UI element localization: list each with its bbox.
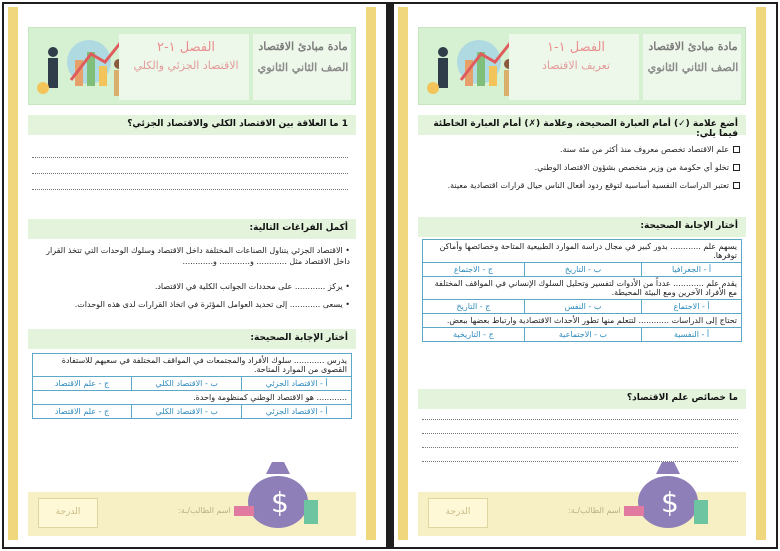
fill-blanks-bar	[28, 219, 356, 239]
chapter-label	[123, 40, 249, 72]
checkbox[interactable]	[733, 182, 740, 189]
choose-title: أختار الإجابة الصحيحة:	[640, 221, 738, 231]
true-false-title: أضع علامة (✓) أمام العبارة الصحيحة، وعلامة (✗) أمام العبارة الخاطئة فيما يلي:	[433, 119, 738, 139]
mcq-question: يدرس ............ سلوك الأفراد والمجتمعات في المواقف المختلفة في سعيهم للاستفادة القصوى من الموارد المتاحة.	[33, 354, 352, 377]
mcq-option[interactable]: أ - الاقتصاد الجزئي	[242, 377, 352, 391]
question-text: ما خصائص علم الاقتصاد؟	[626, 393, 738, 403]
mcq-option[interactable]: ب - الاجتماعية	[524, 328, 641, 342]
grade-box[interactable]: الدرجة	[428, 498, 488, 528]
left-spine	[8, 7, 18, 540]
subject-name: مادة مبادئ الاقتصاد	[648, 40, 738, 53]
mcq-option[interactable]: ب - الاقتصاد الكلي	[132, 377, 242, 391]
list-item: تعتبر الدراسات النفسية أساسية لتوقع ردود أفعال الناس حيال قرارات اقتصادية معينة.	[426, 181, 740, 190]
true-false-bar	[418, 115, 746, 139]
grade-level: الصف الثاني الثانوي	[647, 61, 739, 74]
student-name-label: اسم الطالب/ـة:	[178, 506, 231, 515]
mcq-question: ............ هو الاقتصاد الوطني كمنظومة واحدة.	[33, 391, 352, 405]
question-text: ما العلاقة بين الاقتصاد الكلي والاقتصاد الجزئي؟	[127, 119, 339, 129]
left-worksheet	[8, 7, 376, 540]
list-item: • يسعى ............ إلى تحديد العوامل المؤثرة في اتخاذ القرارات لدى هذه الوحدات.	[74, 300, 350, 309]
right-spine	[366, 7, 376, 540]
list-item: • الاقتصاد الجزئي يتناول الصناعات المختلفة داخل الاقتصاد وسلوك الوحدات التي تتخذ القرار داخل الاقتصاد مثل ............ و............ و............	[46, 246, 350, 266]
mcq-option[interactable]: ج - علم الاقتصاد	[33, 377, 132, 391]
chapter-title: الاقتصاد الجزئي والكلي	[133, 59, 239, 72]
choose-answer-bar	[418, 217, 746, 237]
checkbox[interactable]	[733, 164, 740, 171]
mcq-question: تحتاج إلى الدراسات ............ لتتعلم منها تطور الأحداث الاقتصادية وارتباط بعضها ببعض.	[423, 314, 742, 328]
economy-illustration-icon	[423, 32, 523, 104]
mcq-table	[32, 353, 352, 419]
answer-line[interactable]	[422, 419, 738, 420]
svg-text:$: $	[271, 486, 289, 519]
right-worksheet	[398, 7, 766, 540]
mcq-option[interactable]: ج - علم الاقتصاد	[33, 405, 132, 419]
fill-blanks-title: أكمل الفراغات التالية:	[249, 223, 348, 233]
mcq-option[interactable]: أ - الاجتماع	[642, 300, 742, 314]
question-1-bar	[28, 115, 356, 135]
chapter-title: تعريف الاقتصاد	[541, 59, 611, 72]
center-divider	[386, 2, 394, 549]
checkbox[interactable]	[733, 146, 740, 153]
choose-title: أختار الإجابة الصحيحة:	[250, 333, 348, 343]
answer-line[interactable]	[32, 189, 348, 190]
question-bar	[418, 389, 746, 409]
answer-line[interactable]	[422, 433, 738, 434]
subject-label	[645, 40, 741, 74]
money-bag-icon	[616, 450, 716, 530]
answer-line[interactable]	[32, 173, 348, 174]
chapter-number: الفصل ١-٢	[156, 40, 216, 55]
student-name-label: اسم الطالب/ـة:	[568, 506, 621, 515]
answer-line[interactable]	[422, 447, 738, 448]
list-item: تخلو أي حكومة من وزير متخصص بشؤون الاقتصاد الوطني.	[426, 163, 740, 172]
svg-text:$: $	[661, 486, 679, 519]
subject-name: مادة مبادئ الاقتصاد	[258, 40, 348, 53]
mcq-option[interactable]: ج - التاريخ	[423, 300, 525, 314]
mcq-option[interactable]: أ - الجغرافيا	[642, 263, 742, 277]
worksheet-header	[28, 27, 356, 105]
economy-illustration-icon	[33, 32, 133, 104]
choose-answer-bar	[28, 329, 356, 349]
list-item: • يركز ............ على محددات الجوانب الكلية في الاقتصاد.	[154, 282, 350, 291]
mcq-option[interactable]: ج - التاريخية	[423, 328, 525, 342]
chapter-number: الفصل ١-١	[546, 40, 606, 55]
chapter-label	[513, 40, 639, 72]
subject-label	[255, 40, 351, 74]
mcq-option[interactable]: ب - النفس	[524, 300, 641, 314]
worksheet-header	[418, 27, 746, 105]
list-item: علم الاقتصاد تخصص معروف منذ أكثر من مئة سنة.	[426, 145, 740, 154]
mcq-option[interactable]: أ - النفسية	[642, 328, 742, 342]
mcq-option[interactable]: ب - الاقتصاد الكلي	[132, 405, 242, 419]
question-number: 1	[341, 119, 348, 129]
grade-box[interactable]: الدرجة	[38, 498, 98, 528]
right-spine	[756, 7, 766, 540]
mcq-option[interactable]: ج - الاجتماع	[423, 263, 525, 277]
mcq-question: يسهم علم ............ بدور كبير في مجال دراسة الموارد الطبيعية المتاحة وخصائصها وأماكن توفرها.	[423, 240, 742, 263]
mcq-table	[422, 239, 742, 342]
answer-line[interactable]	[32, 157, 348, 158]
mcq-question: يقدم علم ............ عدداً من الأدوات لتفسير وتحليل السلوك الإنساني في المواقف المختلفة مع الأفراد الآخرين ومع البيئة المحيطة.	[423, 277, 742, 300]
mcq-option[interactable]: ب - التاريخ	[524, 263, 641, 277]
mcq-option[interactable]: أ - الاقتصاد الجزئي	[242, 405, 352, 419]
money-bag-icon	[226, 450, 326, 530]
grade-level: الصف الثاني الثانوي	[257, 61, 349, 74]
left-spine	[398, 7, 408, 540]
